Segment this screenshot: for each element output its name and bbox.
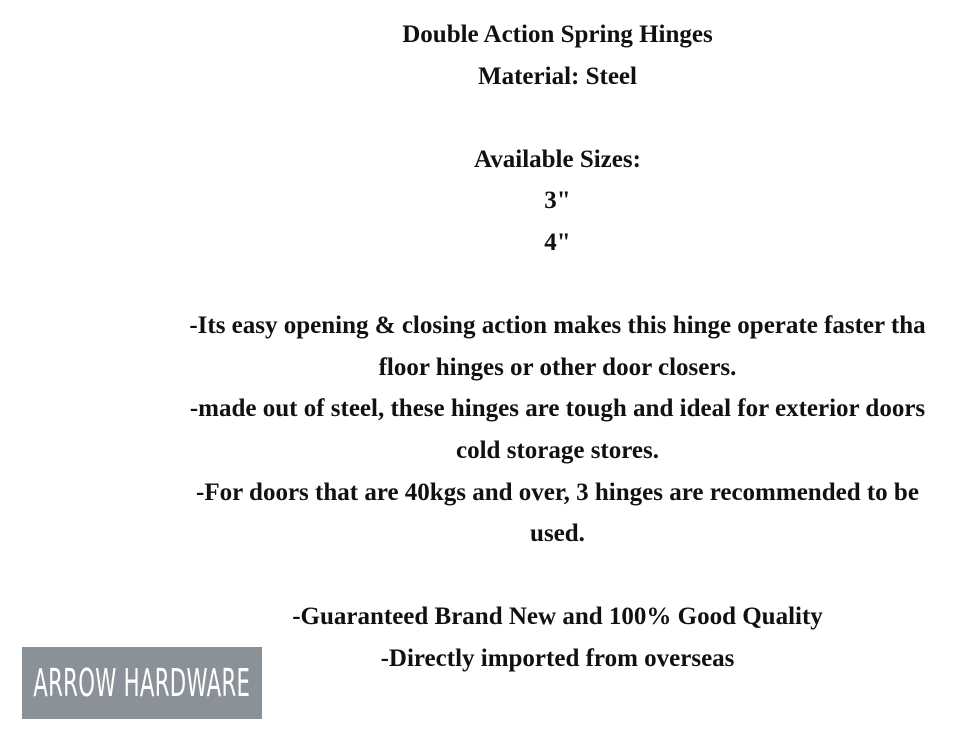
feature-line: cold storage stores. [456, 436, 659, 464]
size-item: 3" [544, 187, 571, 215]
spacer [0, 264, 960, 306]
feature-line: used. [530, 520, 585, 548]
feature-line: -For doors that are 40kgs and over, 3 hinges are recommended to be [196, 478, 919, 506]
logo-text: ARROW HARDWARE [33, 661, 251, 705]
spacer [0, 555, 960, 597]
product-title: Double Action Spring Hinges [402, 21, 713, 48]
feature-line: -made out of steel, these hinges are tough and ideal for exterior doors [189, 395, 926, 423]
feature-line: -Its easy opening & closing action makes this hinge operate faster tha [189, 312, 926, 340]
spacer [0, 97, 960, 139]
guarantee-line: -Guaranteed Brand New and 100% Good Quality [292, 603, 823, 631]
size-item: 4" [544, 228, 571, 256]
feature-line: floor hinges or other door closers. [378, 353, 737, 381]
sizes-heading: Available Sizes: [474, 145, 641, 173]
origin-line: -Directly imported from overseas [380, 644, 735, 672]
arrow-hardware-logo [22, 647, 262, 719]
material-line: Material: Steel [478, 62, 637, 90]
description-text-block [0, 14, 960, 680]
